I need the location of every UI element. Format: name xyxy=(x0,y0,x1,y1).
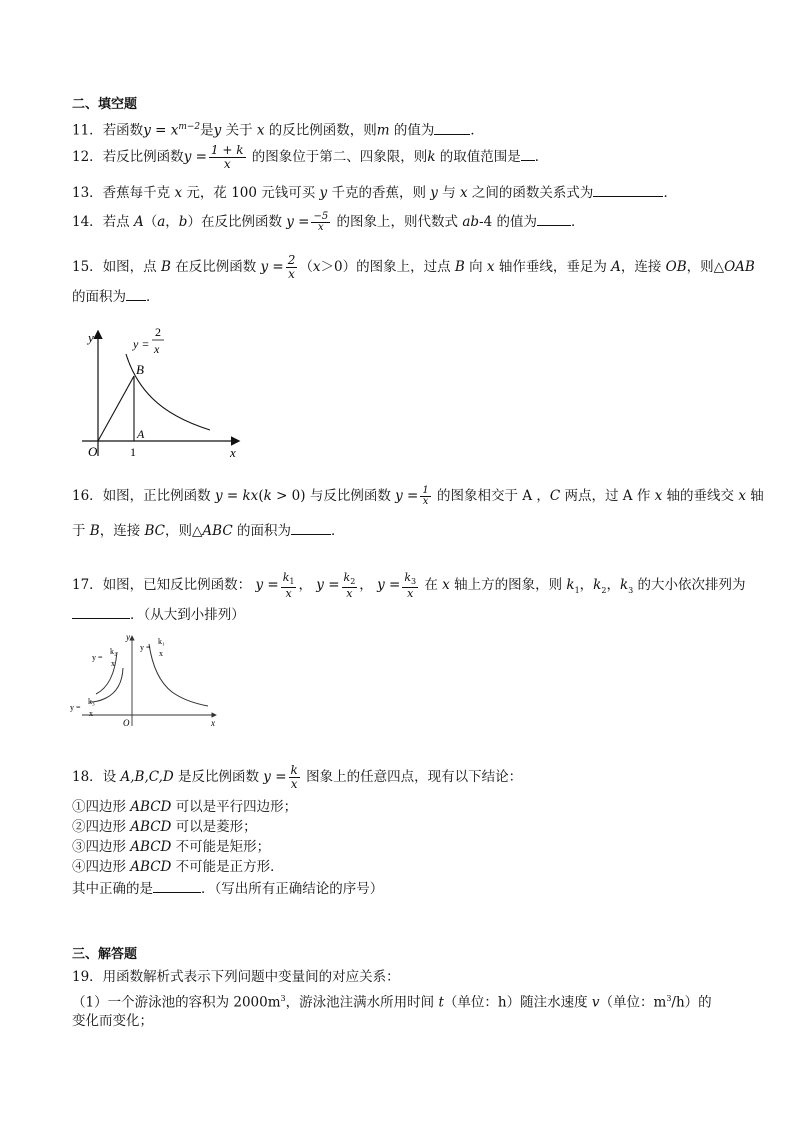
option-var: ABCD xyxy=(130,819,172,835)
q11-var: y xyxy=(213,122,222,139)
answer-blank[interactable] xyxy=(72,606,130,619)
option-mark: ④ xyxy=(72,859,86,875)
option-text: 四边形 xyxy=(85,839,131,855)
q19-text: （1）一个游泳池的容积为 2000m xyxy=(72,994,281,1011)
label-k3-prefix: y = xyxy=(70,703,81,712)
denominator: x xyxy=(407,587,414,601)
q19-text: （单位：h）随注水速度 xyxy=(443,994,592,1011)
q17-var: k xyxy=(619,577,629,594)
q17-text: 的大小依次排列为 xyxy=(633,577,746,594)
q16-text: 的图象相交于 A ， xyxy=(432,488,550,504)
q15-var: x xyxy=(486,259,495,275)
label-k1-prefix: y = xyxy=(140,643,151,652)
q15-text: 的面积为 xyxy=(72,289,126,305)
q14-text: 的图象上，则代数式 xyxy=(332,214,463,230)
q13-text: 千克的香蕉，则 xyxy=(327,185,431,201)
question-16-line2 xyxy=(72,522,344,540)
q19-text: ，游泳池注满水所用时间 xyxy=(285,994,439,1011)
q18-tail xyxy=(72,880,383,898)
answer-blank[interactable] xyxy=(291,522,331,535)
q16-var: y = xyxy=(395,488,419,504)
answer-blank[interactable] xyxy=(537,213,571,226)
q16-text: ，连接 xyxy=(99,523,145,539)
q16-var: y = kx xyxy=(214,488,259,504)
denominator: x xyxy=(223,157,231,171)
q15-text: ，则△ xyxy=(686,259,725,275)
question-19-part1 xyxy=(72,990,712,1012)
q15-text: ＞0）的图象上，过点 xyxy=(320,259,455,275)
q16-var: ABC xyxy=(202,523,233,539)
q15-number: 15． xyxy=(72,259,103,275)
q18-text: 是反比例函数 xyxy=(173,769,264,785)
q12-var: k xyxy=(427,149,436,165)
answer-blank[interactable] xyxy=(126,288,146,301)
q11-end: ． xyxy=(470,122,484,139)
curve-k1 xyxy=(149,644,208,706)
curve-label: y = xyxy=(133,337,150,351)
label-k1-numerator: k₁ xyxy=(158,637,165,646)
q11-text: 的反比例函数，则 xyxy=(264,122,377,139)
question-19: 19．用函数解析式表示下列问题中变量间的对应关系： xyxy=(72,969,400,985)
q17-text: 在 xyxy=(420,577,443,594)
q16-text: 于 xyxy=(72,523,90,539)
point-B-label: B xyxy=(136,362,144,377)
q19-var: v xyxy=(591,994,600,1011)
q16-var: C xyxy=(549,488,561,504)
q15-end: ． xyxy=(146,289,160,305)
q17-var: k xyxy=(593,577,602,594)
label-k1-denominator: x xyxy=(159,649,163,658)
q18-text: 设 xyxy=(102,769,121,785)
q16-var: B xyxy=(89,523,100,539)
tick-label-1: 1 xyxy=(130,445,136,459)
option-text: 四边形 xyxy=(85,819,131,835)
q14-var: A xyxy=(133,214,144,230)
q13-text: 13．香蕉每千克 xyxy=(72,185,175,201)
q14-var: y = xyxy=(286,214,310,230)
curve-label-denominator: x xyxy=(154,342,160,356)
q13-text: 元，花 100 元钱可买 xyxy=(182,185,320,201)
superscript: 3 xyxy=(666,994,672,1003)
q15-var: y = xyxy=(260,259,284,275)
k: k xyxy=(282,571,290,584)
option-var: ABCD xyxy=(130,859,172,875)
q14-end: ． xyxy=(570,214,585,230)
q13-var: x xyxy=(174,185,183,201)
numerator xyxy=(402,572,418,588)
option-mark: ① xyxy=(72,799,86,815)
section-title-fill: 二、填空题 xyxy=(72,97,138,112)
q16-var: x xyxy=(738,488,746,504)
q16-text: > 0) 与反比例函数 xyxy=(271,488,396,504)
q15-text: （ xyxy=(299,259,313,275)
q17-text: 如图，已知反比例函数： xyxy=(102,577,252,594)
numerator: k xyxy=(290,763,298,777)
q17-var: y = xyxy=(255,577,279,594)
q17-var: y = xyxy=(316,577,340,594)
origin-label: O xyxy=(88,444,98,459)
q18-text: ．（写出所有正确结论的序号） xyxy=(201,881,384,897)
label-k2-denominator: x xyxy=(111,659,115,668)
answer-blank[interactable] xyxy=(593,184,663,197)
q11-text: 若函数 xyxy=(102,122,144,139)
k: k xyxy=(343,571,351,584)
q16-end: ． xyxy=(330,523,345,539)
label-k2-numerator: k₂ xyxy=(110,647,117,656)
separator: ， xyxy=(359,577,373,594)
q17-var: y = xyxy=(377,577,401,594)
q19-text: /h）的 xyxy=(671,994,712,1011)
q13-var: x xyxy=(460,185,468,201)
q15-text: 轴作垂线，垂足为 xyxy=(494,259,612,275)
subscript: 3 xyxy=(410,577,417,587)
q14-number: 14． xyxy=(72,214,103,230)
label-k2-prefix: y = xyxy=(92,653,103,662)
subscript: 1 xyxy=(574,585,580,595)
q16-var: BC xyxy=(144,523,166,539)
answer-blank[interactable] xyxy=(521,148,535,161)
answer-blank[interactable] xyxy=(434,122,470,135)
numerator: −5 xyxy=(313,211,329,222)
x-axis-label: x xyxy=(230,445,236,460)
option-var: ABCD xyxy=(130,839,172,855)
section-title-answer: 三、解答题 xyxy=(72,947,138,962)
denominator: x xyxy=(422,496,429,507)
q16-fraction xyxy=(420,486,430,507)
q17-var: x xyxy=(442,577,450,594)
q11-var: x xyxy=(256,122,265,139)
y-axis-label: y xyxy=(88,330,94,345)
question-17-line2 xyxy=(72,606,245,624)
question-14 xyxy=(72,212,584,233)
q15-text: 在反比例函数 xyxy=(170,259,261,275)
label-k3-numerator: k₃ xyxy=(88,697,95,706)
q15-var: A xyxy=(611,259,621,275)
denominator: x xyxy=(346,587,353,601)
option-text: 可以是菱形； xyxy=(171,819,257,835)
option-mark: ③ xyxy=(72,839,86,855)
option-text: 四边形 xyxy=(85,859,131,875)
q17-var: k xyxy=(566,577,575,594)
point-A-label: A xyxy=(137,427,145,441)
option-mark: ② xyxy=(72,819,86,835)
curve-label-numerator: 2 xyxy=(155,325,161,339)
question-19-part1-line2: 变化而变化； xyxy=(72,1013,153,1029)
origin-label: O xyxy=(123,718,130,728)
q19-var: t xyxy=(438,994,444,1011)
subscript: 1 xyxy=(289,577,295,587)
denominator: x xyxy=(288,267,295,281)
separator: ， xyxy=(606,577,620,594)
numerator: 2 xyxy=(287,253,296,267)
q18-var: y = xyxy=(263,769,287,785)
q11-var: m xyxy=(376,122,390,139)
q15-var: x xyxy=(312,259,321,275)
numerator: 1 xyxy=(422,485,429,496)
q14-text: （ xyxy=(143,214,158,230)
q16-text: 的面积为 xyxy=(232,523,291,539)
option-text: 四边形 xyxy=(85,799,131,815)
q16-number: 16． xyxy=(72,488,103,504)
separator: ， xyxy=(298,577,312,594)
q16-text: 轴的垂线交 xyxy=(662,488,739,504)
figure-15 xyxy=(72,318,262,463)
question-18 xyxy=(72,764,522,791)
q16-text: ，则△ xyxy=(165,523,203,539)
q15-text: 如图，点 xyxy=(102,259,161,275)
segment-OB xyxy=(98,376,134,441)
q15-var: OAB xyxy=(724,259,755,275)
question-17 xyxy=(72,572,746,600)
label-k3-denominator: x xyxy=(89,709,93,718)
q18-option xyxy=(72,818,257,836)
q17-fraction-k2 xyxy=(342,572,358,599)
numerator: 1 + k xyxy=(210,143,244,157)
answer-blank[interactable] xyxy=(153,880,201,893)
subscript: 3 xyxy=(628,585,634,595)
option-text: 不可能是矩形； xyxy=(171,839,271,855)
q18-fraction xyxy=(289,764,300,791)
q13-end: ． xyxy=(663,185,677,201)
superscript: 3 xyxy=(280,994,286,1003)
q11-function: y = x xyxy=(143,122,179,139)
q14-var: b xyxy=(178,214,188,230)
q13-var: y xyxy=(430,185,438,201)
q17-text: 轴上方的图象，则 xyxy=(449,577,567,594)
q16-var: k xyxy=(263,488,272,504)
option-var: ABCD xyxy=(130,799,172,815)
q14-text: ）在反比例函数 xyxy=(187,214,287,230)
q11-text: 关于 xyxy=(221,122,257,139)
q12-fraction xyxy=(209,144,246,171)
q12-text: 若反比例函数 xyxy=(102,149,184,165)
question-13 xyxy=(72,184,677,202)
q12-end: ． xyxy=(534,149,549,165)
q18-option xyxy=(72,838,270,856)
q14-text: ， xyxy=(165,214,179,230)
q13-text: 与 xyxy=(437,185,461,201)
q16-text: ( xyxy=(258,488,264,504)
q11-number: 11． xyxy=(72,122,103,139)
q16-text: 轴 xyxy=(745,488,764,504)
q12-var: y = xyxy=(183,149,207,165)
q18-option xyxy=(72,798,297,816)
q15-var: B xyxy=(454,259,465,275)
q13-text: 之间的函数关系式为 xyxy=(467,185,594,201)
q15-fraction xyxy=(286,254,298,281)
q12-number: 12． xyxy=(72,149,103,165)
q17-fraction-k1 xyxy=(281,572,297,599)
q18-number: 18． xyxy=(72,769,103,785)
q16-var: x xyxy=(654,488,663,504)
q17-fraction-k3 xyxy=(402,572,418,599)
q14-var: ab xyxy=(462,214,480,230)
k: k xyxy=(404,571,411,584)
denominator: x xyxy=(318,222,324,233)
subscript: 2 xyxy=(350,577,356,587)
q17-text: ．（从大到小排列） xyxy=(130,607,245,623)
q12-text: 的图象位于第二、四象限，则 xyxy=(247,149,428,165)
question-15-line2 xyxy=(72,288,160,306)
q15-text: 向 xyxy=(464,259,487,275)
figure-17 xyxy=(68,630,228,730)
numerator xyxy=(342,572,358,588)
q14-text: -4 的值为 xyxy=(479,214,537,230)
q17-number: 17． xyxy=(72,577,103,594)
option-text: 可以是平行四边形； xyxy=(171,799,298,815)
q15-var: B xyxy=(160,259,171,275)
denominator: x xyxy=(290,777,298,791)
q16-text: 两点，过 A 作 xyxy=(560,488,655,504)
q14-var: a xyxy=(157,214,166,230)
x-axis-label: x xyxy=(211,718,215,728)
q14-fraction xyxy=(311,212,330,233)
question-16 xyxy=(72,486,764,507)
option-text: 不可能是正方形． xyxy=(171,859,284,875)
q19-text: （单位：m xyxy=(599,994,667,1011)
q18-option xyxy=(72,858,284,876)
separator: ， xyxy=(579,577,594,594)
y-axis-label: y xyxy=(126,632,130,642)
q18-text: 其中正确的是 xyxy=(72,881,153,897)
question-15 xyxy=(72,254,755,281)
numerator xyxy=(281,572,297,588)
q16-text: 如图，正比例函数 xyxy=(102,488,215,504)
q11-exponent: m−2 xyxy=(178,122,201,132)
q18-text: 图象上的任意四点，现有以下结论： xyxy=(301,769,523,785)
q13-var: y xyxy=(319,185,328,201)
question-11 xyxy=(72,118,484,140)
q11-text: 是 xyxy=(200,122,214,139)
q15-var: OB xyxy=(665,259,687,275)
question-12 xyxy=(72,144,548,171)
q18-var: A,B,C,D xyxy=(120,769,174,785)
q14-text: 若点 xyxy=(102,214,134,230)
q15-text: ，连接 xyxy=(620,259,666,275)
q12-text: 的取值范围是 xyxy=(435,149,521,165)
denominator: x xyxy=(285,587,292,601)
subscript: 2 xyxy=(601,585,607,595)
q11-text: 的值为 xyxy=(389,122,435,139)
